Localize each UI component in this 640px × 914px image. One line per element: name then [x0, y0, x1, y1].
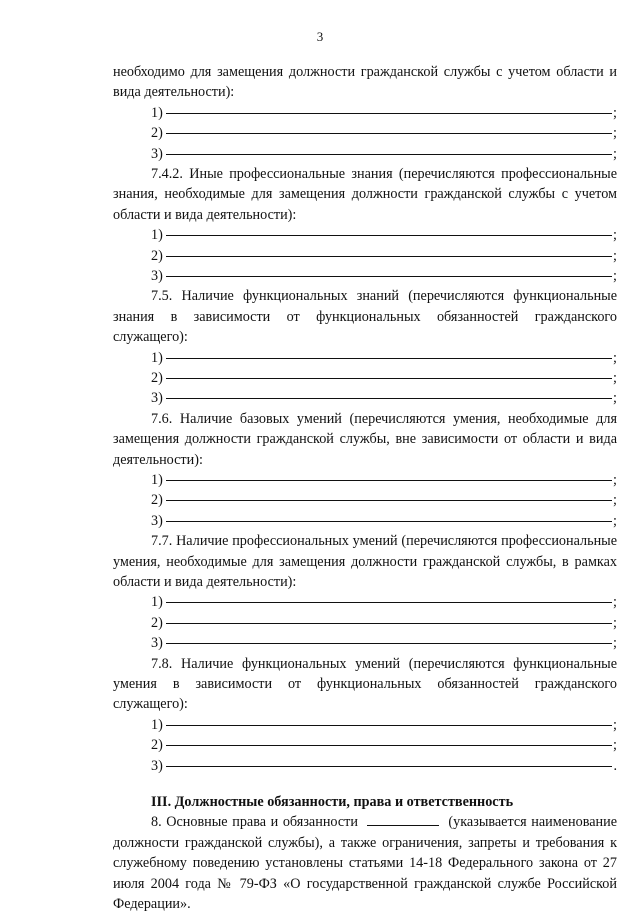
line-number: 1) — [151, 104, 163, 121]
intro-lines — [113, 103, 617, 164]
blank-underline[interactable] — [166, 153, 612, 155]
fill-in-line[interactable] — [113, 266, 617, 286]
line-number: 2) — [151, 247, 163, 264]
line-terminator: ; — [613, 104, 617, 121]
line-terminator: ; — [613, 227, 617, 244]
blank-underline[interactable] — [166, 744, 612, 746]
blank-underline[interactable] — [166, 479, 612, 481]
line-number: 1) — [151, 471, 163, 488]
fill-in-line[interactable] — [113, 511, 617, 531]
line-number: 3) — [151, 145, 163, 162]
fill-in-line[interactable] — [113, 103, 617, 123]
line-number: 2) — [151, 492, 163, 509]
line-terminator: . — [613, 757, 617, 774]
fill-in-line[interactable] — [113, 225, 617, 245]
line-terminator: ; — [613, 614, 617, 631]
section-paragraph: 7.4.2. Иные профессиональные знания (перечисляются профессиональные знания, необходимые для замещения должности гражданской службы с учетом области и вида деятельности): — [113, 165, 617, 223]
blank-underline[interactable] — [166, 255, 612, 257]
fill-in-line[interactable] — [113, 756, 617, 776]
section-paragraph: 7.6. Наличие базовых умений (перечисляются умения, необходимые для замещения должности гражданской службы, вне зависимости от области и вида деятельности): — [113, 410, 617, 468]
fill-in-line[interactable] — [113, 490, 617, 510]
line-terminator: ; — [613, 594, 617, 611]
blank-underline[interactable] — [166, 112, 612, 114]
line-terminator: ; — [613, 635, 617, 652]
page-number: 3 — [316, 29, 324, 44]
blank-underline[interactable] — [166, 724, 612, 726]
final-paragraph-rest: (указывается наименование должности гражданской службы), а также ограничения, запреты и требования к служебному поведению установлены статьями 14-18 Федерального закона от 27 июля 2004 года № 79-ФЗ «О государственной гражданской службе Российской Федерации». — [113, 814, 618, 912]
blank-underline[interactable] — [166, 642, 612, 644]
blank-underline[interactable] — [166, 622, 612, 624]
blank-underline[interactable] — [166, 499, 612, 501]
line-terminator: ; — [613, 267, 617, 284]
line-number: 1) — [151, 594, 163, 611]
final-paragraph — [113, 812, 617, 914]
fill-in-line[interactable] — [113, 735, 617, 755]
fill-in-line[interactable] — [113, 715, 617, 735]
line-number: 2) — [151, 125, 163, 142]
section-paragraph: 7.8. Наличие функциональных умений (перечисляются функциональные умения в зависимости от функциональных обязанностей гражданского служащего): — [113, 655, 617, 713]
line-number: 3) — [151, 267, 163, 284]
line-number: 3) — [151, 512, 163, 529]
blank-underline[interactable] — [166, 601, 612, 603]
blank-underline[interactable] — [166, 357, 612, 359]
fill-in-line[interactable] — [113, 144, 617, 164]
document-body — [113, 62, 617, 914]
line-number: 3) — [151, 757, 163, 774]
fill-in-line[interactable] — [113, 123, 617, 143]
fill-in-line[interactable] — [113, 633, 617, 653]
line-number: 3) — [151, 390, 163, 407]
fill-in-line[interactable] — [113, 348, 617, 368]
line-terminator: ; — [613, 125, 617, 142]
line-terminator: ; — [613, 737, 617, 754]
blank-underline[interactable] — [166, 520, 612, 522]
final-paragraph-start: 8. Основные права и обязанности — [151, 814, 358, 831]
line-terminator: ; — [613, 349, 617, 366]
sections — [113, 164, 617, 776]
position-blank[interactable] — [367, 813, 439, 826]
line-terminator: ; — [613, 390, 617, 407]
blank-underline[interactable] — [166, 765, 613, 767]
blank-underline[interactable] — [166, 397, 612, 399]
line-terminator: ; — [613, 492, 617, 509]
line-terminator: ; — [613, 471, 617, 488]
line-terminator: ; — [613, 369, 617, 386]
fill-in-line[interactable] — [113, 246, 617, 266]
line-terminator: ; — [613, 512, 617, 529]
line-number: 3) — [151, 635, 163, 652]
section-paragraph: 7.5. Наличие функциональных знаний (перечисляются функциональные знания в зависимости от функциональных обязанностей гражданского служащего): — [113, 288, 617, 346]
line-terminator: ; — [613, 247, 617, 264]
intro-paragraph: необходимо для замещения должности гражданской службы с учетом области и вида деятельности): — [113, 64, 617, 101]
line-terminator: ; — [613, 716, 617, 733]
section-paragraph: 7.7. Наличие профессиональных умений (перечисляются профессиональные умения, необходимые для замещения должности гражданской службы, в рамках области и вида деятельности): — [113, 533, 617, 590]
line-number: 2) — [151, 369, 163, 386]
fill-in-line[interactable] — [113, 388, 617, 408]
blank-underline[interactable] — [166, 377, 612, 379]
fill-in-line[interactable] — [113, 613, 617, 633]
line-number: 1) — [151, 716, 163, 733]
blank-underline[interactable] — [166, 275, 612, 277]
fill-in-line[interactable] — [113, 470, 617, 490]
line-number: 2) — [151, 737, 163, 754]
line-number: 1) — [151, 349, 163, 366]
fill-in-line[interactable] — [113, 368, 617, 388]
blank-underline[interactable] — [166, 234, 612, 236]
line-terminator: ; — [613, 145, 617, 162]
section-heading: III. Должностные обязанности, права и ответственность — [151, 793, 514, 810]
line-number: 1) — [151, 227, 163, 244]
fill-in-line[interactable] — [113, 592, 617, 612]
line-number: 2) — [151, 614, 163, 631]
blank-underline[interactable] — [166, 132, 612, 134]
